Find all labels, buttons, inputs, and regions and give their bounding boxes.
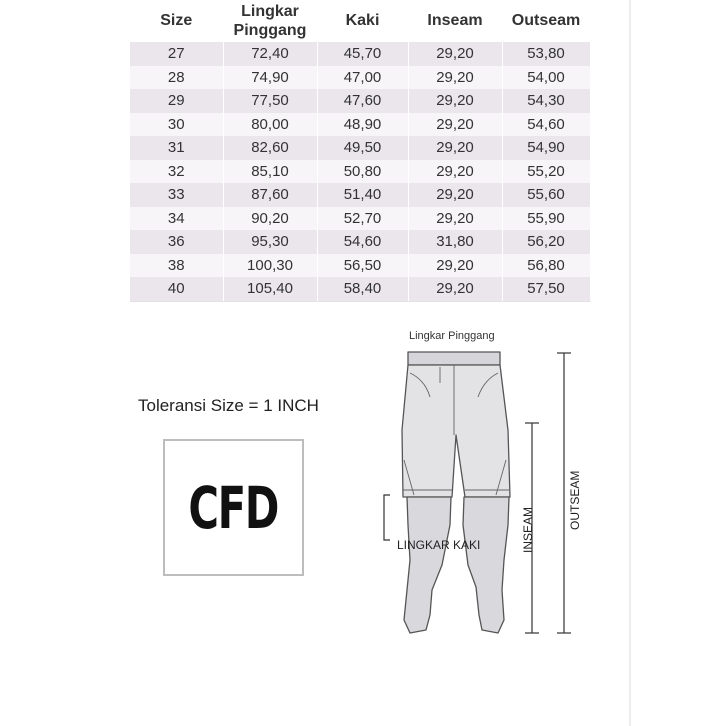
cell-inseam: 29,20 (408, 277, 502, 301)
cell-size: 40 (130, 277, 223, 301)
cell-kaki: 49,50 (317, 136, 408, 160)
cell-kaki: 45,70 (317, 42, 408, 66)
cell-kaki: 47,00 (317, 66, 408, 90)
cell-size: 29 (130, 89, 223, 113)
brand-logo (163, 439, 304, 576)
table-row (130, 66, 590, 90)
cell-outseam: 54,60 (502, 113, 590, 137)
header-kaki: Kaki (317, 0, 408, 42)
cell-waist: 82,60 (223, 136, 317, 160)
cell-kaki: 51,40 (317, 183, 408, 207)
cell-kaki: 47,60 (317, 89, 408, 113)
cell-kaki: 48,90 (317, 113, 408, 137)
cell-inseam: 29,20 (408, 207, 502, 231)
brand-logo-text: CFD (188, 473, 279, 542)
cell-inseam: 29,20 (408, 136, 502, 160)
cell-size: 33 (130, 183, 223, 207)
cell-inseam: 29,20 (408, 113, 502, 137)
table-header-row (130, 0, 590, 42)
leg-circumference-bracket (384, 495, 390, 540)
cell-outseam: 56,20 (502, 230, 590, 254)
tolerance-note: Toleransi Size = 1 INCH (138, 396, 319, 415)
cell-outseam: 57,50 (502, 277, 590, 301)
cell-inseam: 29,20 (408, 183, 502, 207)
label-inseam: INSEAM (521, 506, 535, 553)
table-row (130, 207, 590, 231)
cell-inseam: 29,20 (408, 42, 502, 66)
cell-outseam: 55,20 (502, 160, 590, 184)
cell-inseam: 29,20 (408, 89, 502, 113)
cell-outseam: 54,90 (502, 136, 590, 160)
table-row (130, 254, 590, 278)
cell-waist: 74,90 (223, 66, 317, 90)
label-leg-circumference: LINGKAR KAKI (397, 538, 481, 552)
cell-inseam: 31,80 (408, 230, 502, 254)
table-row (130, 183, 590, 207)
label-waist: Lingkar Pinggang (409, 330, 495, 342)
cell-size: 27 (130, 42, 223, 66)
table-row (130, 277, 590, 301)
cell-size: 34 (130, 207, 223, 231)
cell-kaki: 50,80 (317, 160, 408, 184)
cell-size: 32 (130, 160, 223, 184)
cell-kaki: 54,60 (317, 230, 408, 254)
cell-kaki: 52,70 (317, 207, 408, 231)
cell-waist: 77,50 (223, 89, 317, 113)
cell-waist: 87,60 (223, 183, 317, 207)
cell-size: 38 (130, 254, 223, 278)
cell-inseam: 29,20 (408, 66, 502, 90)
cell-waist: 105,40 (223, 277, 317, 301)
cell-waist: 72,40 (223, 42, 317, 66)
pants-illustration (402, 352, 510, 633)
table-row (130, 160, 590, 184)
cell-waist: 90,20 (223, 207, 317, 231)
cell-size: 36 (130, 230, 223, 254)
cell-outseam: 53,80 (502, 42, 590, 66)
cell-outseam: 54,00 (502, 66, 590, 90)
header-waist (223, 0, 317, 42)
pants-measurement-diagram (370, 325, 600, 665)
header-waist-line1: Lingkar (241, 3, 299, 20)
header-size: Size (130, 0, 223, 42)
label-outseam: OUTSEAM (568, 470, 582, 530)
cell-inseam: 29,20 (408, 160, 502, 184)
cell-size: 31 (130, 136, 223, 160)
cell-waist: 85,10 (223, 160, 317, 184)
cell-outseam: 55,60 (502, 183, 590, 207)
cell-outseam: 55,90 (502, 207, 590, 231)
cell-kaki: 56,50 (317, 254, 408, 278)
table-row (130, 136, 590, 160)
cell-inseam: 29,20 (408, 254, 502, 278)
cell-waist: 100,30 (223, 254, 317, 278)
header-waist-line2: Pinggang (233, 22, 307, 39)
page-divider (629, 0, 631, 726)
table-row (130, 89, 590, 113)
cell-outseam: 54,30 (502, 89, 590, 113)
table-row (130, 230, 590, 254)
table-row (130, 42, 590, 66)
size-chart-table (130, 0, 591, 302)
table-row (130, 113, 590, 137)
cell-waist: 80,00 (223, 113, 317, 137)
cell-waist: 95,30 (223, 230, 317, 254)
cell-size: 30 (130, 113, 223, 137)
header-inseam: Inseam (408, 0, 502, 42)
header-outseam: Outseam (502, 0, 590, 42)
cell-size: 28 (130, 66, 223, 90)
cell-kaki: 58,40 (317, 277, 408, 301)
cell-outseam: 56,80 (502, 254, 590, 278)
